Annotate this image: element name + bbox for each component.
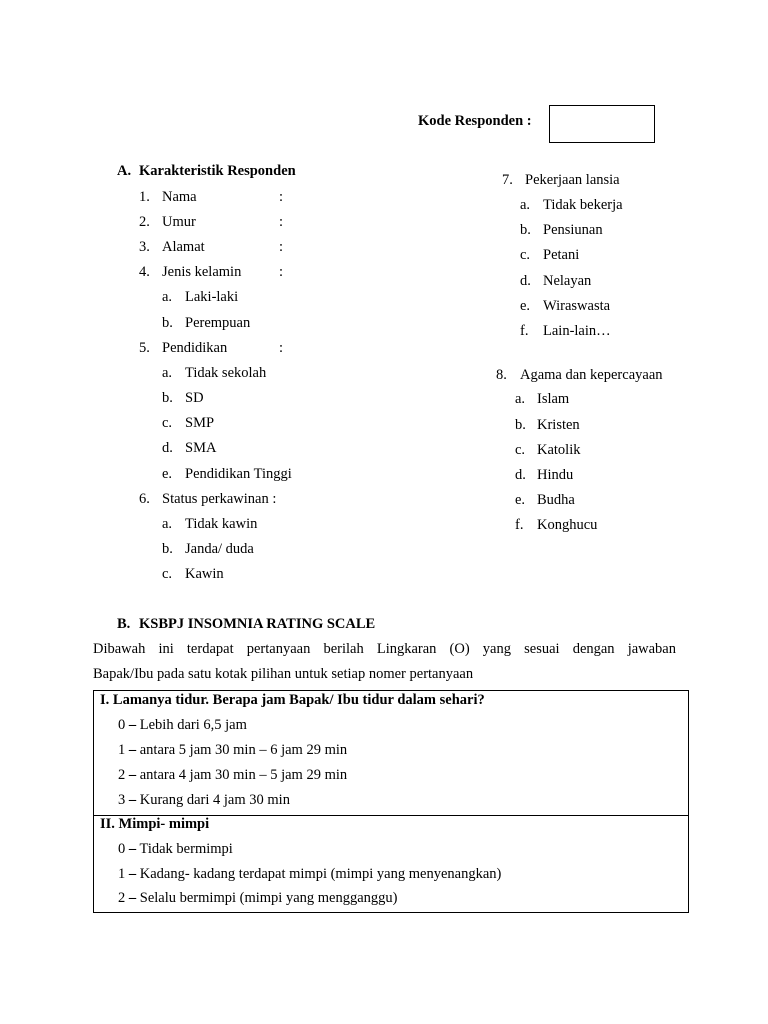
question-ii-title: II. Mimpi- mimpi	[100, 816, 210, 832]
option-sma[interactable]: SMA	[185, 440, 217, 456]
option-letter: c.	[520, 247, 531, 263]
option-letter: d.	[162, 440, 173, 456]
option-dash: –	[128, 890, 137, 906]
option-dash: –	[128, 717, 137, 733]
option-text: antara 5 jam 30 min – 6 jam 29 min	[139, 742, 348, 758]
option-dash: –	[128, 767, 137, 783]
scale-option[interactable]	[118, 742, 347, 759]
option-letter: b.	[515, 417, 526, 433]
option-smp[interactable]: SMP	[185, 415, 215, 431]
option-letter: a.	[162, 516, 173, 532]
option-score: 1	[118, 866, 126, 882]
section-b-heading: KSBPJ INSOMNIA RATING SCALE	[139, 616, 376, 632]
option-letter: a.	[162, 289, 173, 305]
respondent-code-field[interactable]	[549, 105, 655, 143]
respondent-code-label: Kode Responden :	[418, 113, 532, 129]
option-sd[interactable]: SD	[185, 390, 204, 406]
option-score: 0	[118, 841, 126, 857]
option-islam[interactable]: Islam	[537, 391, 570, 407]
option-letter: b.	[162, 541, 173, 557]
item-label-pekerjaan: Pekerjaan lansia	[525, 172, 620, 188]
option-tidak-bekerja[interactable]: Tidak bekerja	[543, 197, 623, 213]
option-letter: c.	[515, 442, 526, 458]
item-label-agama: Agama dan kepercayaan	[520, 367, 663, 383]
option-kawin[interactable]: Kawin	[185, 566, 224, 582]
option-petani[interactable]: Petani	[543, 247, 580, 263]
option-score: 1	[118, 742, 126, 758]
option-hindu[interactable]: Hindu	[537, 467, 574, 483]
option-letter: b.	[162, 315, 173, 331]
option-dash: –	[128, 866, 137, 882]
option-dash: –	[128, 841, 137, 857]
option-pendidikan-tinggi[interactable]: Pendidikan Tinggi	[185, 466, 292, 482]
option-score: 2	[118, 890, 126, 906]
option-score: 3	[118, 792, 126, 808]
scale-option[interactable]	[118, 717, 247, 734]
option-laki-laki[interactable]: Laki-laki	[185, 289, 239, 305]
item-colon: :	[279, 340, 284, 356]
option-letter: e.	[515, 492, 526, 508]
section-b-intro-line2: Bapak/Ibu pada satu kotak pilihan untuk setiap nomer pertanyaan	[93, 666, 474, 682]
section-a-heading: Karakteristik Responden	[139, 163, 296, 179]
scale-option[interactable]	[118, 890, 397, 907]
option-text: Selalu bermimpi (mimpi yang mengganggu)	[139, 890, 398, 906]
item-label-alamat: Alamat	[162, 239, 205, 255]
option-letter: c.	[162, 415, 173, 431]
option-wiraswasta[interactable]: Wiraswasta	[543, 298, 611, 314]
section-b-letter: B.	[117, 616, 131, 632]
option-text: Tidak bermimpi	[139, 841, 233, 857]
option-score: 2	[118, 767, 126, 783]
item-colon: :	[279, 214, 284, 230]
scale-option[interactable]	[118, 841, 233, 858]
option-janda-duda[interactable]: Janda/ duda	[185, 541, 254, 557]
item-number: 5.	[139, 340, 150, 356]
item-number: 3.	[139, 239, 150, 255]
item-colon: :	[279, 239, 284, 255]
option-budha[interactable]: Budha	[537, 492, 575, 508]
item-number: 4.	[139, 264, 150, 280]
option-perempuan[interactable]: Perempuan	[185, 315, 251, 331]
scale-option[interactable]	[118, 866, 501, 883]
option-letter: b.	[520, 222, 531, 238]
option-letter: a.	[162, 365, 173, 381]
option-nelayan[interactable]: Nelayan	[543, 273, 592, 289]
option-text: Kadang- kadang terdapat mimpi (mimpi yang menyenangkan)	[139, 866, 502, 882]
insomnia-scale-table	[93, 690, 689, 913]
option-score: 0	[118, 717, 126, 733]
section-b-intro-line1: Dibawah ini terdapat pertanyaan berilah Lingkaran (O) yang sesuai dengan jawaban	[93, 641, 676, 657]
item-number: 1.	[139, 189, 150, 205]
option-letter: c.	[162, 566, 173, 582]
option-letter: f.	[520, 323, 529, 339]
scale-option[interactable]	[118, 767, 347, 784]
item-colon: :	[279, 189, 284, 205]
option-letter: e.	[162, 466, 173, 482]
item-number: 8.	[496, 367, 507, 383]
item-label-jenis-kelamin: Jenis kelamin	[162, 264, 242, 280]
option-text: antara 4 jam 30 min – 5 jam 29 min	[139, 767, 348, 783]
option-text: Lebih dari 6,5 jam	[139, 717, 247, 733]
item-label-nama: Nama	[162, 189, 197, 205]
option-konghucu[interactable]: Konghucu	[537, 517, 598, 533]
option-text: Kurang dari 4 jam 30 min	[139, 792, 290, 808]
scale-option[interactable]	[118, 792, 290, 809]
option-kristen[interactable]: Kristen	[537, 417, 580, 433]
item-number: 7.	[502, 172, 513, 188]
item-number: 2.	[139, 214, 150, 230]
option-dash: –	[128, 742, 137, 758]
option-letter: d.	[515, 467, 526, 483]
option-pensiunan[interactable]: Pensiunan	[543, 222, 603, 238]
question-i-title: I. Lamanya tidur. Berapa jam Bapak/ Ibu tidur dalam sehari?	[100, 692, 485, 708]
option-letter: b.	[162, 390, 173, 406]
item-label-status-perkawinan: Status perkawinan :	[162, 491, 277, 507]
option-dash: –	[128, 792, 137, 808]
item-number: 6.	[139, 491, 150, 507]
option-tidak-kawin[interactable]: Tidak kawin	[185, 516, 258, 532]
option-letter: e.	[520, 298, 531, 314]
option-katolik[interactable]: Katolik	[537, 442, 581, 458]
option-letter: a.	[515, 391, 526, 407]
item-label-pendidikan: Pendidikan	[162, 340, 228, 356]
option-letter: d.	[520, 273, 531, 289]
item-label-umur: Umur	[162, 214, 196, 230]
option-letter: f.	[515, 517, 524, 533]
option-tidak-sekolah[interactable]: Tidak sekolah	[185, 365, 267, 381]
section-a-letter: A.	[117, 163, 132, 179]
option-lain-lain[interactable]: Lain-lain…	[543, 323, 611, 339]
item-colon: :	[279, 264, 284, 280]
option-letter: a.	[520, 197, 531, 213]
